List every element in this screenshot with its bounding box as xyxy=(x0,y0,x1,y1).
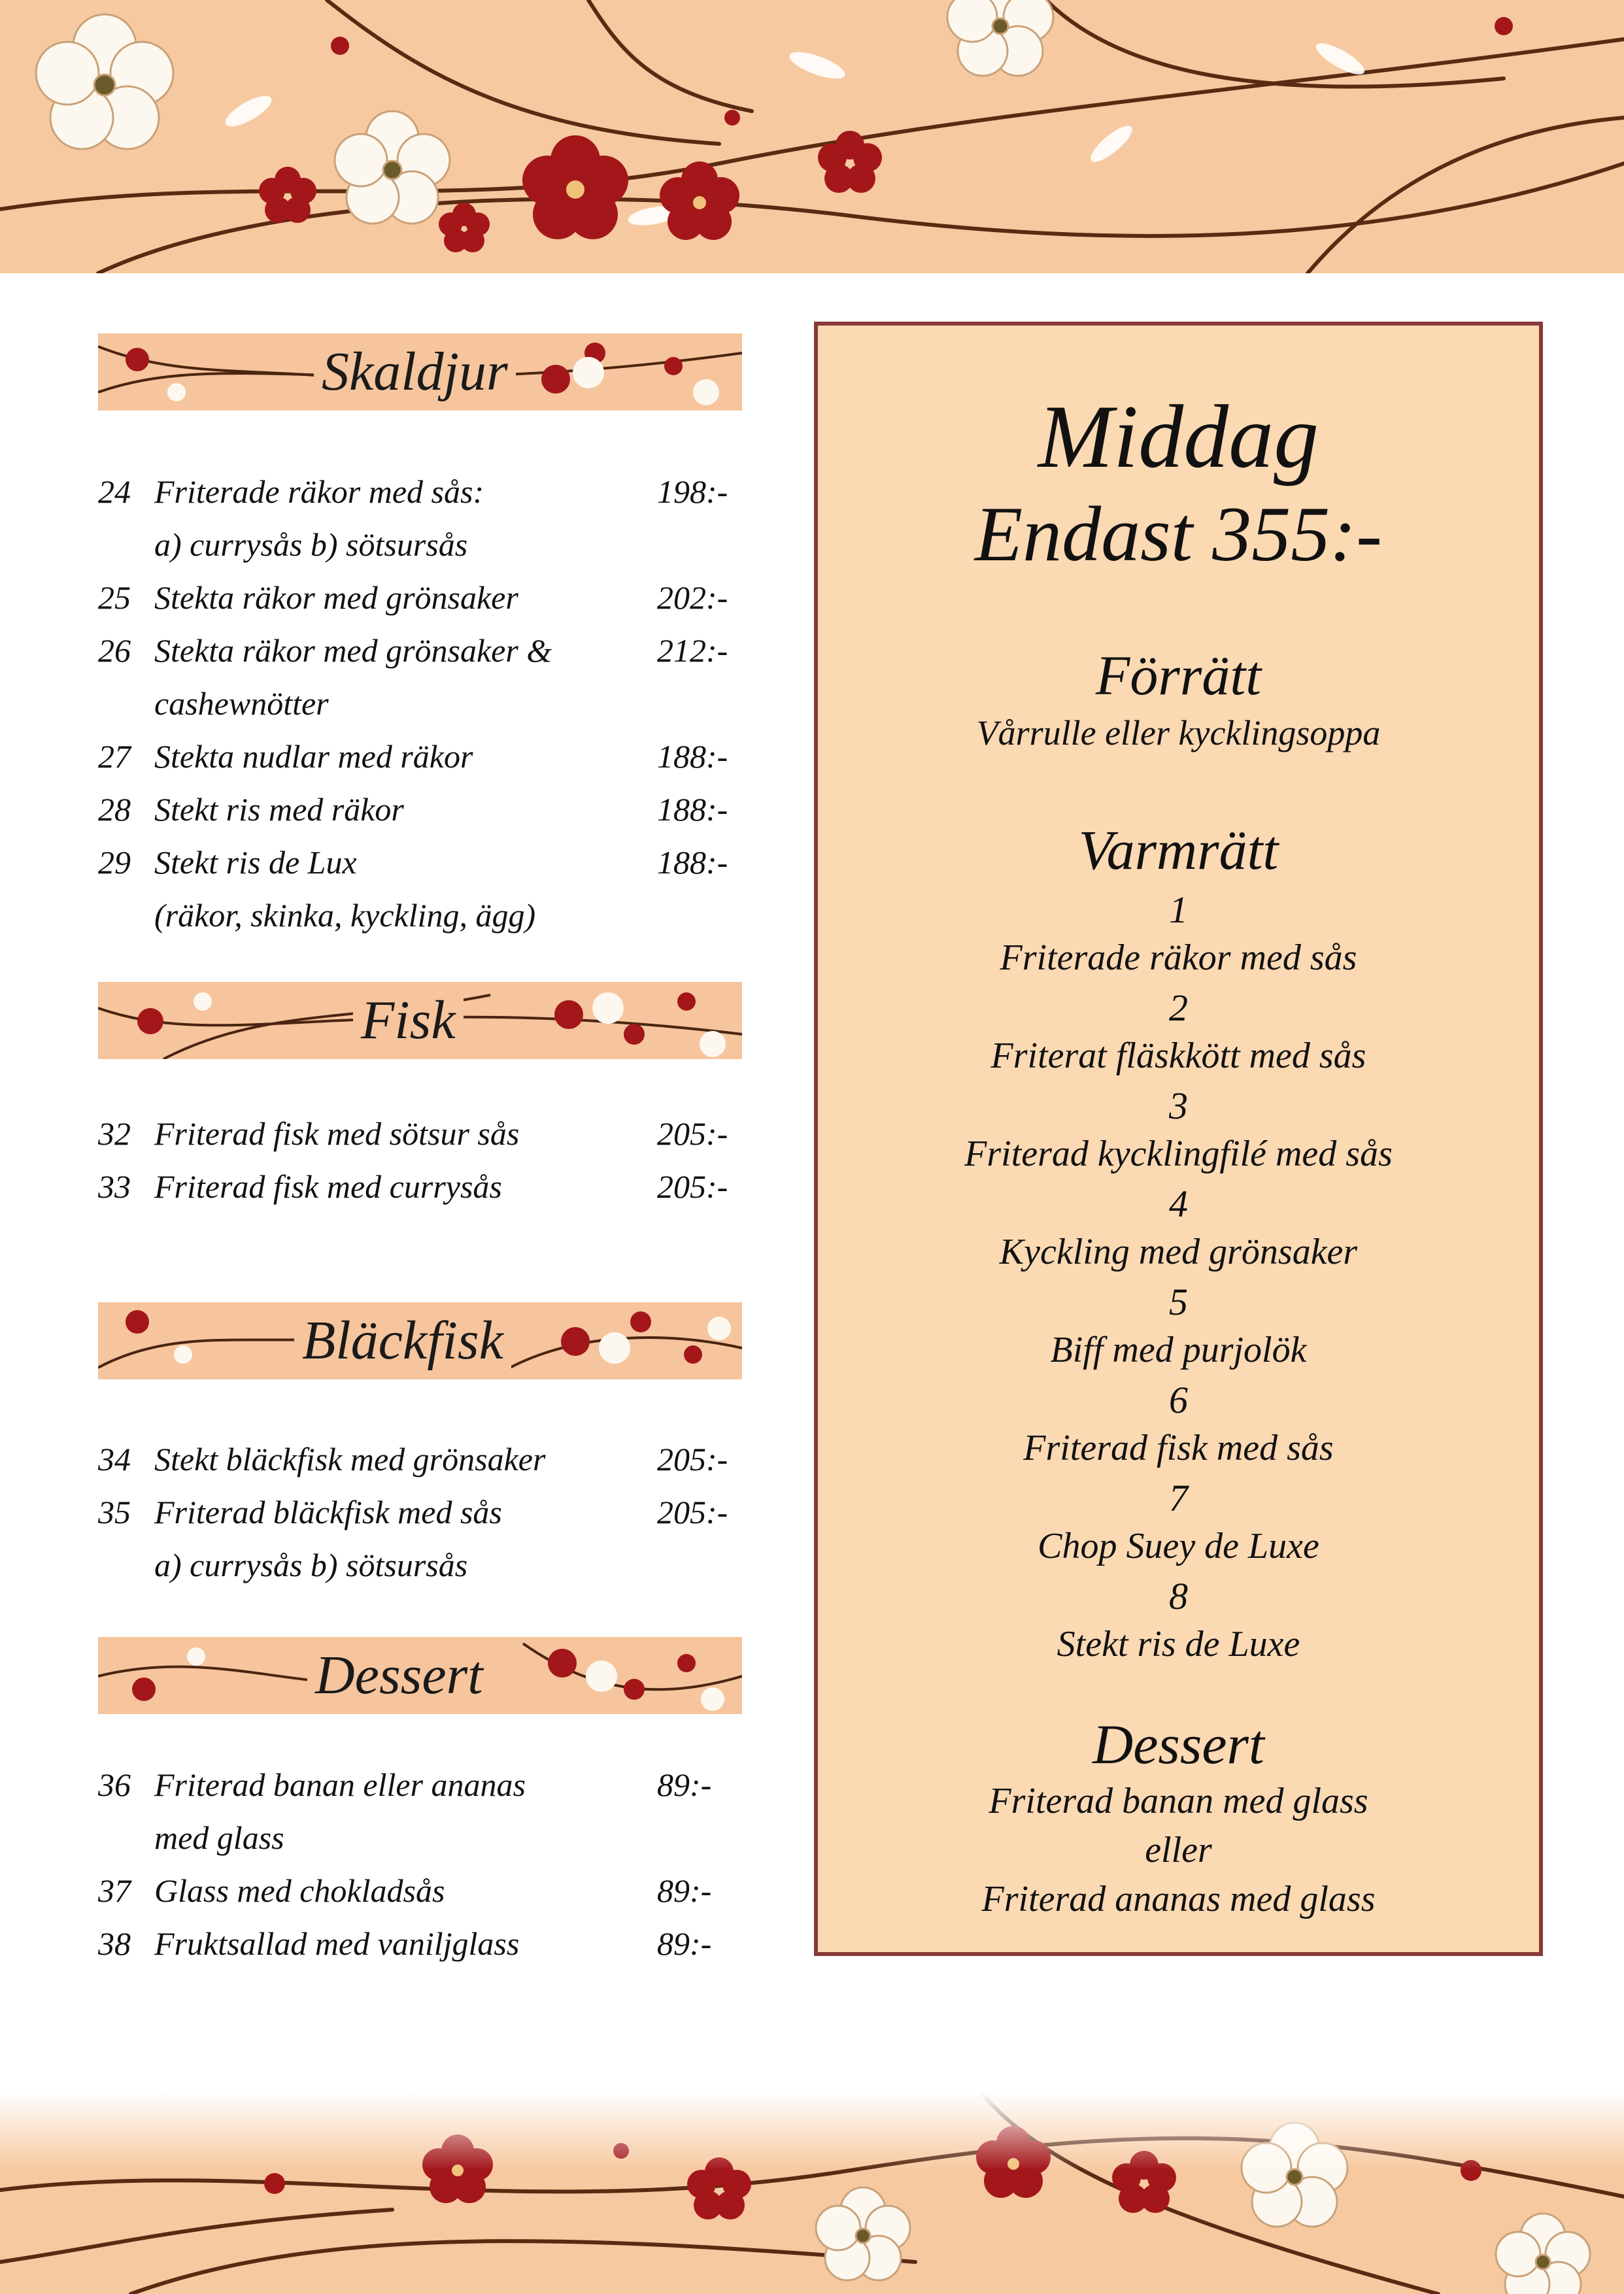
item-name: Stekta nudlar med räkor xyxy=(154,738,473,775)
list-item-sub xyxy=(98,1812,752,1864)
top-floral-banner xyxy=(0,0,1624,273)
item-number: 26 xyxy=(98,632,131,669)
item-price: 205:- xyxy=(657,1494,728,1530)
list-item xyxy=(98,783,752,836)
varmratt-number: 3 xyxy=(1169,1085,1188,1127)
varmratt-heading: Varmrätt xyxy=(1078,818,1279,881)
varmratt-number: 5 xyxy=(1169,1281,1188,1323)
item-number: 36 xyxy=(98,1766,131,1803)
section-title: Dessert xyxy=(307,1637,491,1714)
section-banner-skaldjur xyxy=(98,333,742,411)
item-detail: med glass xyxy=(154,1819,284,1856)
dessert-heading: Dessert xyxy=(1092,1713,1264,1776)
varmratt-dish: Friterade räkor med sås xyxy=(1000,937,1357,978)
item-detail: a) currysås b) sötsursås xyxy=(154,1547,468,1583)
list-item-sub xyxy=(98,518,752,571)
item-number: 35 xyxy=(98,1494,131,1530)
varmratt-number: 7 xyxy=(1169,1477,1188,1519)
varmratt-dish: Friterad fisk med sås xyxy=(1023,1428,1334,1468)
item-name: Friterad banan eller ananas xyxy=(154,1766,526,1803)
forratt-text: Vårrulle eller kycklingsoppa xyxy=(976,713,1381,752)
item-price: 202:- xyxy=(657,579,728,616)
section-title: Bläckfisk xyxy=(294,1302,511,1379)
item-name: Friterade räkor med sås: xyxy=(154,473,484,510)
list-item xyxy=(98,1107,752,1160)
list-item xyxy=(98,1160,752,1213)
item-name: Fruktsallad med vaniljglass xyxy=(154,1925,520,1962)
item-number: 38 xyxy=(98,1925,131,1962)
item-detail: a) currysås b) sötsursås xyxy=(154,526,468,563)
list-item xyxy=(98,571,752,624)
item-number: 33 xyxy=(98,1168,131,1205)
list-item-sub xyxy=(98,889,752,942)
list-item xyxy=(98,730,752,783)
varmratt-dish: Stekt ris de Luxe xyxy=(1057,1624,1300,1664)
item-price: 89:- xyxy=(657,1766,712,1803)
dessert-line: eller xyxy=(1145,1830,1212,1870)
item-detail: cashewnötter xyxy=(154,685,329,722)
item-price: 212:- xyxy=(657,632,728,669)
section-banner-fisk xyxy=(98,982,742,1059)
varmratt-number: 6 xyxy=(1169,1379,1188,1421)
dessert-line: Friterad ananas med glass xyxy=(981,1879,1376,1919)
item-detail: (räkor, skinka, kyckling, ägg) xyxy=(154,897,536,934)
varmratt-number: 8 xyxy=(1169,1575,1188,1617)
dessert-line: Friterad banan med glass xyxy=(989,1781,1368,1821)
varmratt-number: 1 xyxy=(1169,888,1188,931)
item-name: Stekt ris med räkor xyxy=(154,791,404,828)
blackfisk-list xyxy=(98,1433,752,1592)
varmratt-dish: Friterat fläskkött med sås xyxy=(990,1036,1366,1076)
item-price: 188:- xyxy=(657,791,728,828)
item-name: Glass med chokladsås xyxy=(154,1872,445,1909)
item-price: 188:- xyxy=(657,738,728,775)
item-name: Friterad fisk med currysås xyxy=(154,1168,502,1205)
section-title: Skaldjur xyxy=(314,333,516,411)
varmratt-number: 4 xyxy=(1169,1183,1188,1225)
item-number: 28 xyxy=(98,791,131,828)
panel-title: Middag xyxy=(1038,386,1319,486)
list-item xyxy=(98,1486,752,1539)
item-number: 32 xyxy=(98,1115,131,1152)
varmratt-dish: Biff med purjolök xyxy=(1050,1330,1307,1370)
item-price: 198:- xyxy=(657,473,728,510)
item-name: Friterad fisk med sötsur sås xyxy=(154,1115,520,1152)
varmratt-dish: Kyckling med grönsaker xyxy=(999,1232,1358,1272)
panel-price: Endast 355:- xyxy=(974,490,1383,577)
fisk-list xyxy=(98,1107,752,1213)
item-number: 37 xyxy=(98,1872,131,1909)
item-price: 89:- xyxy=(657,1925,712,1962)
list-item xyxy=(98,1864,752,1917)
skaldjur-list xyxy=(98,465,752,942)
item-price: 205:- xyxy=(657,1168,728,1205)
list-item xyxy=(98,836,752,889)
item-number: 29 xyxy=(98,844,131,881)
item-name: Stekta räkor med grönsaker xyxy=(154,579,518,616)
section-title: Fisk xyxy=(353,982,464,1059)
item-price: 205:- xyxy=(657,1115,728,1152)
dessert-list xyxy=(98,1759,752,1970)
item-name: Friterad bläckfisk med sås xyxy=(154,1494,502,1530)
varmratt-dish: Chop Suey de Luxe xyxy=(1038,1526,1319,1566)
varmratt-number: 2 xyxy=(1169,987,1188,1029)
middag-panel xyxy=(814,322,1543,1956)
list-item-sub xyxy=(98,677,752,730)
varmratt-dish: Friterad kycklingfilé med sås xyxy=(964,1134,1393,1174)
list-item xyxy=(98,1433,752,1486)
list-item xyxy=(98,1917,752,1970)
list-item xyxy=(98,624,752,677)
item-number: 34 xyxy=(98,1441,131,1477)
list-item xyxy=(98,465,752,518)
list-item xyxy=(98,1759,752,1812)
forratt-heading: Förrätt xyxy=(1095,644,1262,707)
item-name: Stekt ris de Lux xyxy=(154,844,357,881)
section-banner-blackfisk xyxy=(98,1302,742,1379)
item-name: Stekta räkor med grönsaker & xyxy=(154,632,552,669)
item-number: 27 xyxy=(98,738,131,775)
item-number: 24 xyxy=(98,473,131,510)
item-price: 89:- xyxy=(657,1872,712,1909)
item-price: 188:- xyxy=(657,844,728,881)
item-price: 205:- xyxy=(657,1441,728,1477)
item-name: Stekt bläckfisk med grönsaker xyxy=(154,1441,546,1477)
bottom-floral-banner xyxy=(0,2092,1624,2294)
list-item-sub xyxy=(98,1539,752,1592)
section-banner-dessert xyxy=(98,1637,742,1714)
item-number: 25 xyxy=(98,579,131,616)
